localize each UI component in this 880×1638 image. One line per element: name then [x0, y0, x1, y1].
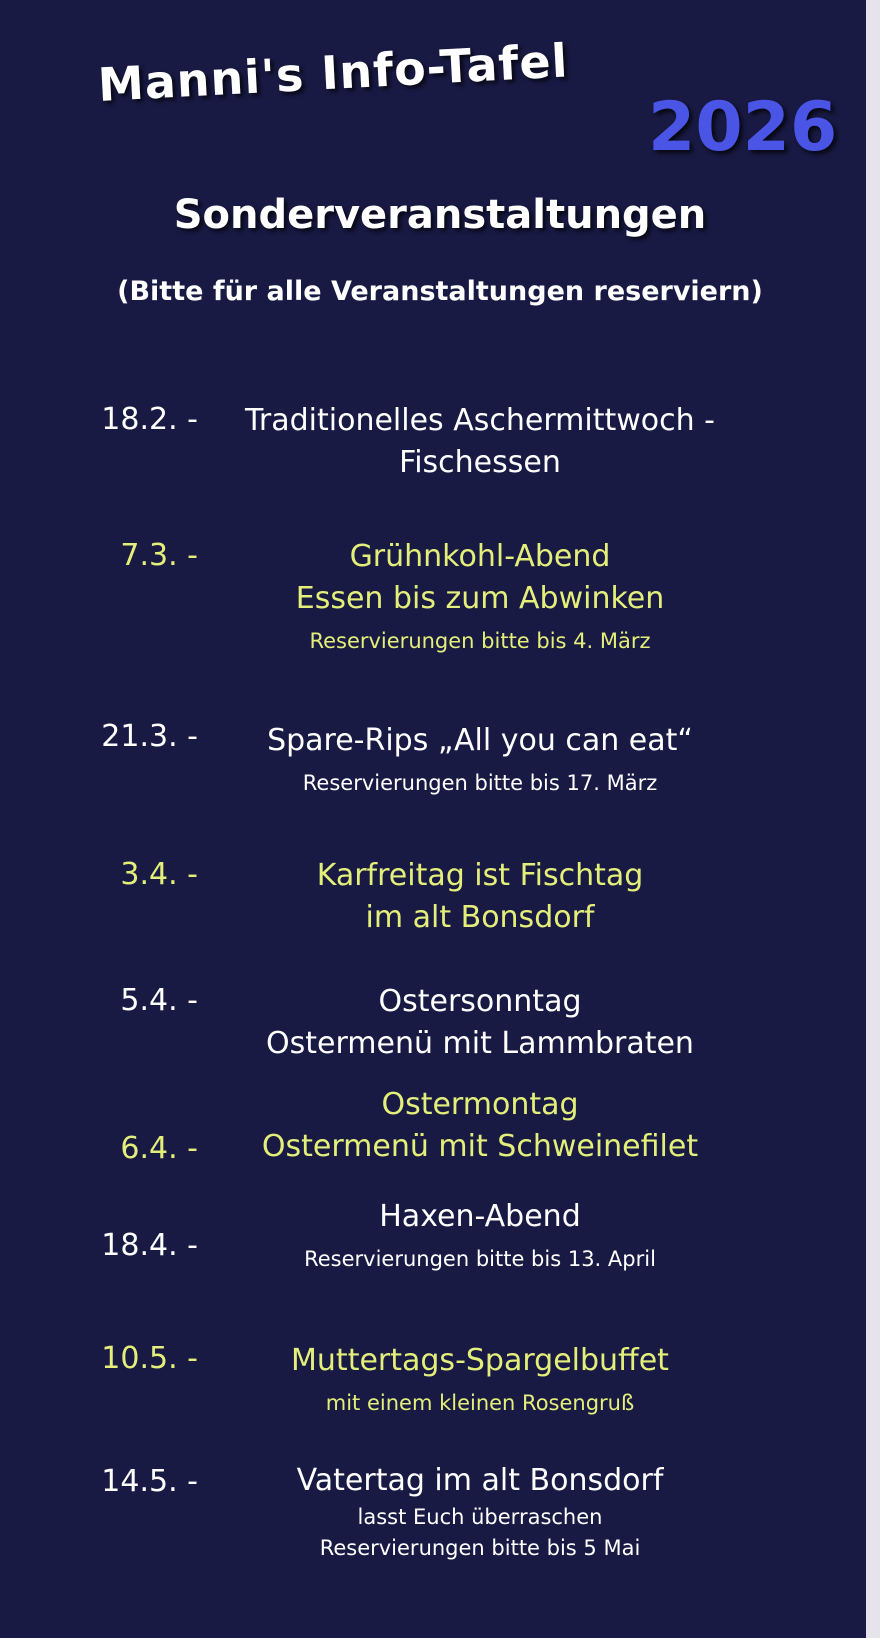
- event-note-9b: Reservierungen bitte bis 5 Mai: [319, 1536, 641, 1560]
- section-heading: Sonderveranstaltungen: [173, 192, 707, 238]
- event-date-9: 14.5. -: [101, 1464, 198, 1499]
- event-description-8: [210, 1340, 750, 1420]
- event-title-6: Ostermontag: [381, 1087, 579, 1122]
- event-description-9: [210, 1460, 750, 1564]
- event-title-7: Haxen-Abend: [379, 1199, 581, 1234]
- event-description-3: [210, 720, 750, 800]
- event-note-7: Reservierungen bitte bis 13. April: [304, 1247, 656, 1271]
- event-note-2: Reservierungen bitte bis 4. März: [309, 629, 651, 653]
- event-description-2: [210, 536, 750, 658]
- event-date-5: 5.4. -: [120, 983, 198, 1018]
- event-title-5: Ostersonntag: [378, 984, 582, 1019]
- event-subtitle-6: Ostermenü mit Schweinefilet: [261, 1129, 699, 1164]
- event-description-1: [210, 400, 750, 484]
- event-date-2: 7.3. -: [120, 538, 198, 573]
- event-subtitle-5: Ostermenü mit Lammbraten: [266, 1026, 694, 1061]
- event-subtitle-4: im alt Bonsdorf: [365, 900, 595, 935]
- event-date-8: 10.5. -: [101, 1341, 198, 1376]
- event-description-7: [210, 1196, 750, 1276]
- year-label: 2026: [648, 88, 838, 167]
- event-date-3: 21.3. -: [101, 719, 198, 754]
- event-title-4: Karfreitag ist Fischtag: [316, 858, 644, 893]
- page-title: Manni's Info-Tafel: [96, 33, 570, 112]
- event-description-5: [210, 981, 750, 1065]
- event-date-7: 18.4. -: [101, 1228, 198, 1263]
- event-title-3: Spare-Rips „All you can eat“: [267, 723, 693, 758]
- event-title-8: Muttertags-Spargelbuffet: [291, 1343, 669, 1378]
- event-note-3: Reservierungen bitte bis 17. März: [302, 771, 658, 795]
- reservation-note: (Bitte für alle Veranstaltungen reserviern): [117, 276, 763, 307]
- event-note-8: mit einem kleinen Rosengruß: [325, 1391, 635, 1415]
- event-description-4: [210, 855, 750, 939]
- event-description-6: [210, 1084, 750, 1168]
- event-note-9: lasst Euch überraschen: [357, 1505, 603, 1529]
- event-date-6: 6.4. -: [120, 1131, 198, 1166]
- event-subtitle-1: Fischessen: [399, 445, 561, 480]
- event-title-1: Traditionelles Aschermittwoch -: [245, 403, 715, 438]
- event-title-9: Vatertag im alt Bonsdorf: [296, 1463, 664, 1498]
- event-date-4: 3.4. -: [120, 857, 198, 892]
- event-date-1: 18.2. -: [101, 402, 198, 437]
- event-subtitle-2: Essen bis zum Abwinken: [295, 581, 665, 616]
- event-title-2: Grühnkohl-Abend: [349, 539, 611, 574]
